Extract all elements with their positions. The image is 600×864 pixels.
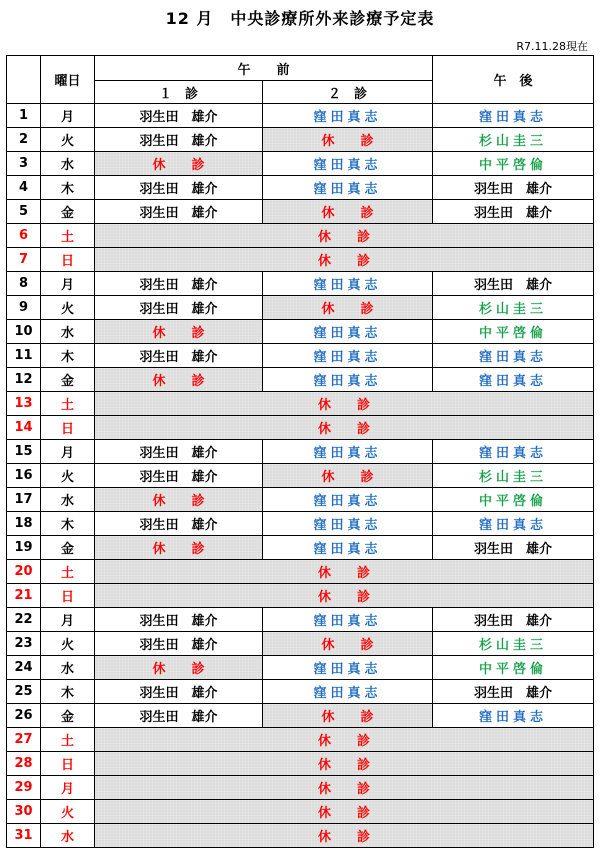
session2-cell: 窪田真志 [263,344,433,368]
table-row [7,200,594,224]
schedule-table [6,55,594,848]
day-number: 3 [7,152,41,176]
day-number: 21 [7,584,41,608]
table-row [7,368,594,392]
session1-cell: 羽生田 雄介 [95,440,263,464]
day-of-week: 土 [41,560,95,584]
day-of-week: 土 [41,392,95,416]
day-of-week: 水 [41,488,95,512]
table-row [7,440,594,464]
table-row [7,248,594,272]
session1-cell: 羽生田 雄介 [95,128,263,152]
afternoon-cell: 杉山圭三 [433,464,594,488]
afternoon-cell: 窪田真志 [433,704,594,728]
session2-cell: 窪田真志 [263,440,433,464]
table-row [7,656,594,680]
session2-cell: 窪田真志 [263,272,433,296]
closed-day-cell: 休 診 [95,752,594,776]
session2-cell: 休 診 [263,128,433,152]
day-number: 27 [7,728,41,752]
session2-cell: 窪田真志 [263,680,433,704]
session2-cell: 窪田真志 [263,608,433,632]
session1-cell: 休 診 [95,320,263,344]
session2-cell: 休 診 [263,632,433,656]
table-row [7,680,594,704]
day-number: 29 [7,776,41,800]
schedule-body [7,104,594,848]
day-of-week: 土 [41,224,95,248]
day-number: 31 [7,824,41,848]
day-of-week: 月 [41,440,95,464]
day-of-week: 日 [41,248,95,272]
table-row [7,728,594,752]
day-number: 4 [7,176,41,200]
afternoon-cell: 杉山圭三 [433,632,594,656]
day-number: 9 [7,296,41,320]
session2-cell: 窪田真志 [263,176,433,200]
session2-cell: 休 診 [263,200,433,224]
day-number: 2 [7,128,41,152]
day-number: 20 [7,560,41,584]
session1-cell: 羽生田 雄介 [95,104,263,128]
session2-cell: 休 診 [263,704,433,728]
day-number: 15 [7,440,41,464]
session2-cell: 窪田真志 [263,152,433,176]
day-of-week: 木 [41,344,95,368]
day-of-week: 日 [41,584,95,608]
afternoon-cell: 羽生田 雄介 [433,536,594,560]
session1-cell: 羽生田 雄介 [95,680,263,704]
session1-cell: 羽生田 雄介 [95,632,263,656]
day-number: 30 [7,800,41,824]
table-row [7,488,594,512]
session2-cell: 窪田真志 [263,368,433,392]
session1-cell: 休 診 [95,152,263,176]
table-row [7,584,594,608]
day-number: 7 [7,248,41,272]
day-of-week: 火 [41,632,95,656]
day-of-week: 日 [41,752,95,776]
day-of-week: 日 [41,416,95,440]
day-number: 25 [7,680,41,704]
day-of-week: 金 [41,368,95,392]
closed-day-cell: 休 診 [95,392,594,416]
table-row [7,464,594,488]
afternoon-cell: 羽生田 雄介 [433,608,594,632]
day-of-week: 金 [41,536,95,560]
session1-cell: 休 診 [95,656,263,680]
day-number: 8 [7,272,41,296]
day-of-week: 水 [41,824,95,848]
day-of-week: 金 [41,200,95,224]
header-day-of-week: 曜日 [41,56,95,104]
closed-day-cell: 休 診 [95,824,594,848]
session2-cell: 窪田真志 [263,488,433,512]
session1-cell: 休 診 [95,536,263,560]
session1-cell: 休 診 [95,368,263,392]
afternoon-cell: 杉山圭三 [433,296,594,320]
day-of-week: 月 [41,776,95,800]
table-row [7,752,594,776]
session2-cell: 窪田真志 [263,656,433,680]
table-row [7,800,594,824]
day-of-week: 土 [41,728,95,752]
afternoon-cell: 窪田真志 [433,344,594,368]
afternoon-cell: 羽生田 雄介 [433,680,594,704]
day-of-week: 月 [41,608,95,632]
table-row [7,176,594,200]
closed-day-cell: 休 診 [95,584,594,608]
session1-cell: 羽生田 雄介 [95,176,263,200]
session1-cell: 羽生田 雄介 [95,344,263,368]
session1-cell: 羽生田 雄介 [95,272,263,296]
header-session-1: １ 診 [95,81,263,104]
table-row [7,296,594,320]
afternoon-cell: 杉山圭三 [433,128,594,152]
table-row [7,128,594,152]
afternoon-cell: 窪田真志 [433,440,594,464]
day-of-week: 木 [41,512,95,536]
session1-cell: 羽生田 雄介 [95,200,263,224]
afternoon-cell: 中平啓倫 [433,488,594,512]
session2-cell: 休 診 [263,464,433,488]
day-number: 22 [7,608,41,632]
day-of-week: 水 [41,320,95,344]
table-row [7,320,594,344]
day-of-week: 金 [41,704,95,728]
day-of-week: 木 [41,680,95,704]
page-title: 12 月 中央診療所外来診療予定表 [165,9,435,28]
day-of-week: 水 [41,152,95,176]
afternoon-cell: 中平啓倫 [433,656,594,680]
day-number: 17 [7,488,41,512]
table-row [7,776,594,800]
day-of-week: 火 [41,464,95,488]
session2-cell: 窪田真志 [263,320,433,344]
table-row [7,344,594,368]
afternoon-cell: 窪田真志 [433,368,594,392]
closed-day-cell: 休 診 [95,560,594,584]
day-number: 19 [7,536,41,560]
day-of-week: 水 [41,656,95,680]
session2-cell: 窪田真志 [263,512,433,536]
session2-cell: 窪田真志 [263,536,433,560]
header-morning: 午 前 [95,56,433,81]
day-number: 5 [7,200,41,224]
session2-cell: 休 診 [263,296,433,320]
table-row [7,392,594,416]
day-number: 1 [7,104,41,128]
day-number: 26 [7,704,41,728]
day-of-week: 月 [41,272,95,296]
session1-cell: 羽生田 雄介 [95,704,263,728]
table-row [7,632,594,656]
day-number: 24 [7,656,41,680]
afternoon-cell: 窪田真志 [433,104,594,128]
day-number: 18 [7,512,41,536]
day-of-week: 火 [41,296,95,320]
table-row [7,512,594,536]
afternoon-cell: 羽生田 雄介 [433,272,594,296]
table-row [7,608,594,632]
table-row [7,104,594,128]
day-number: 11 [7,344,41,368]
afternoon-cell: 窪田真志 [433,512,594,536]
as-of-date: R7.11.28現在 [516,40,588,53]
session1-cell: 羽生田 雄介 [95,608,263,632]
closed-day-cell: 休 診 [95,416,594,440]
closed-day-cell: 休 診 [95,800,594,824]
closed-day-cell: 休 診 [95,248,594,272]
day-number: 16 [7,464,41,488]
day-of-week: 火 [41,128,95,152]
table-row [7,152,594,176]
table-row [7,224,594,248]
session1-cell: 休 診 [95,488,263,512]
day-number: 13 [7,392,41,416]
table-row [7,560,594,584]
day-number: 23 [7,632,41,656]
afternoon-cell: 中平啓倫 [433,152,594,176]
day-number: 12 [7,368,41,392]
closed-day-cell: 休 診 [95,224,594,248]
day-number: 6 [7,224,41,248]
day-number: 28 [7,752,41,776]
day-number: 10 [7,320,41,344]
header-afternoon: 午 後 [433,56,594,104]
table-row [7,536,594,560]
afternoon-cell: 羽生田 雄介 [433,176,594,200]
closed-day-cell: 休 診 [95,776,594,800]
day-of-week: 月 [41,104,95,128]
day-number: 14 [7,416,41,440]
session1-cell: 羽生田 雄介 [95,296,263,320]
session2-cell: 窪田真志 [263,104,433,128]
header-session-2: ２ 診 [263,81,433,104]
afternoon-cell: 羽生田 雄介 [433,200,594,224]
table-row [7,704,594,728]
table-row [7,416,594,440]
session1-cell: 羽生田 雄介 [95,512,263,536]
day-of-week: 木 [41,176,95,200]
session1-cell: 羽生田 雄介 [95,464,263,488]
closed-day-cell: 休 診 [95,728,594,752]
table-row [7,272,594,296]
header-day-number [7,56,41,104]
day-of-week: 火 [41,800,95,824]
table-row [7,824,594,848]
afternoon-cell: 中平啓倫 [433,320,594,344]
